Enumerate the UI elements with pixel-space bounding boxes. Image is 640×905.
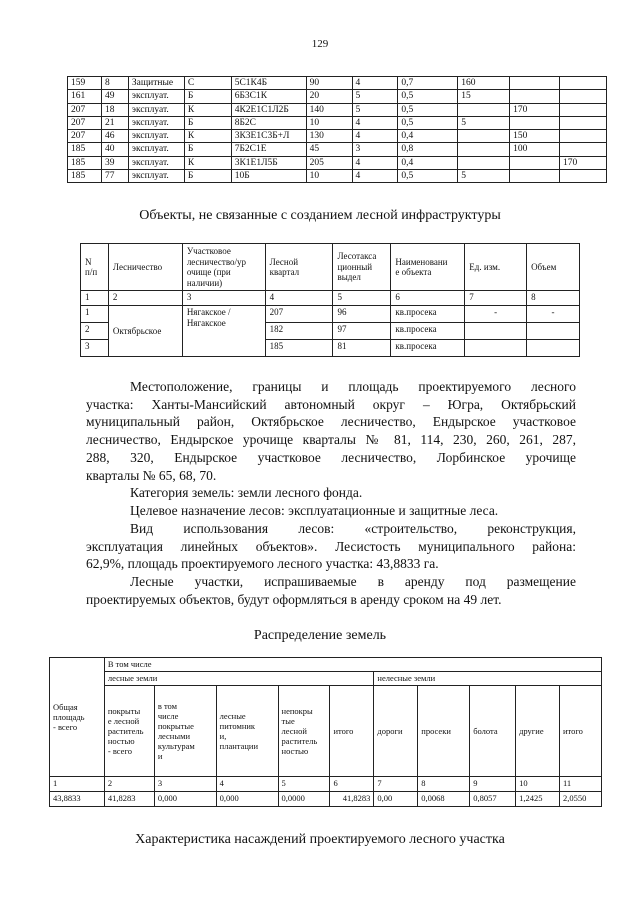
including-header: В том числе — [104, 658, 601, 672]
table-cell — [510, 90, 560, 103]
table-row — [68, 170, 607, 183]
value-cell: 0,000 — [216, 792, 278, 807]
paragraph-line: проектируемых объектов, будут оформляться в аренду сроком на 49 лет. — [86, 591, 502, 607]
table-cell: 0,5 — [398, 170, 458, 183]
table-cell: 170 — [560, 156, 607, 169]
header-cell: непокры тые лесной раститель ностью — [278, 686, 330, 777]
paragraph-line: Вид использования лесов: «строительство, реконструкция, — [130, 521, 576, 536]
table-cell: Б — [184, 116, 231, 129]
table-cell: 140 — [306, 103, 352, 116]
unit-cell — [465, 323, 527, 340]
column-number: 4 — [265, 291, 333, 306]
table-cell — [458, 103, 510, 116]
column-number: 5 — [278, 777, 330, 792]
value-cell: 2,0550 — [559, 792, 601, 807]
header-cell: Участковое лесничество/ур очище (при наличии) — [182, 244, 265, 291]
paragraph-line: Местоположение, границы и площадь проектируемого лесного — [130, 379, 576, 394]
forest-lands-header: лесные земли — [104, 672, 374, 686]
land-category-paragraph — [86, 484, 576, 502]
table-cell: 40 — [101, 143, 128, 156]
table-row — [68, 103, 607, 116]
table-cell: 10 — [306, 170, 352, 183]
table-cell: 185 — [68, 156, 102, 169]
column-number: 1 — [50, 777, 105, 792]
paragraph-line: Целевое назначение лесов: эксплуатационные и защитные леса. — [130, 503, 499, 518]
quarter-cell: 207 — [265, 306, 333, 323]
table-cell: эксплуат. — [128, 156, 184, 169]
table-cell: 0,4 — [398, 130, 458, 143]
value-cell: 0,0068 — [418, 792, 470, 807]
table-cell — [510, 77, 560, 90]
table-cell: 10 — [306, 116, 352, 129]
table-cell: 46 — [101, 130, 128, 143]
table-cell: 4 — [352, 116, 398, 129]
column-number: 11 — [559, 777, 601, 792]
table-cell: К — [184, 130, 231, 143]
paragraph-line: лесничество, Ендырское урочище кварталы № 81, 114, 230, 260, 261, 287, — [86, 432, 576, 448]
row-number: 1 — [81, 306, 109, 323]
total-area-header: Общая площадь - всего — [50, 658, 105, 777]
table-cell: 170 — [510, 103, 560, 116]
table-cell: 5 — [458, 116, 510, 129]
value-cell: 0,0000 — [278, 792, 330, 807]
quarter-cell: 182 — [265, 323, 333, 340]
nonforest-lands-header: нелесные земли — [374, 672, 602, 686]
table-cell: 10Б — [231, 170, 306, 183]
column-number: 9 — [470, 777, 516, 792]
unit-cell: - — [465, 306, 527, 323]
table-cell: 207 — [68, 116, 102, 129]
volume-cell — [527, 340, 580, 357]
table-cell — [560, 77, 607, 90]
column-number: 7 — [374, 777, 418, 792]
paragraph-line: 62,9%, площадь проектируемого лесного участка: 43,8833 га. — [86, 556, 439, 572]
column-number: 8 — [418, 777, 470, 792]
table-cell: К — [184, 103, 231, 116]
table-row — [68, 90, 607, 103]
table-cell: 3К3Е1С3Б+Л — [231, 130, 306, 143]
table-cell: эксплуат. — [128, 130, 184, 143]
table-cell — [560, 130, 607, 143]
table-cell: эксплуат. — [128, 170, 184, 183]
value-cell: 41,8283 — [330, 792, 374, 807]
land-distribution-table — [49, 657, 602, 807]
value-cell: 0,00 — [374, 792, 418, 807]
paragraph-line: кварталы № 65, 68, 70. — [86, 467, 217, 483]
district-cell: Нягакское / Нягакское — [182, 306, 265, 357]
header-cell: Лесной квартал — [265, 244, 333, 291]
column-number: 3 — [154, 777, 216, 792]
table-row — [81, 306, 580, 323]
table-cell: 100 — [510, 143, 560, 156]
table-cell: 0,4 — [398, 156, 458, 169]
table-cell: 4К2Е1С1Л2Б — [231, 103, 306, 116]
column-number: 3 — [182, 291, 265, 306]
table-cell: 6Б3С1К — [231, 90, 306, 103]
table-cell: 159 — [68, 77, 102, 90]
volume-cell: - — [527, 306, 580, 323]
table-cell: 3 — [352, 143, 398, 156]
value-cell: 1,2425 — [516, 792, 560, 807]
object-name-cell: кв.просека — [391, 306, 465, 323]
table-cell: 185 — [68, 170, 102, 183]
quarter-cell: 185 — [265, 340, 333, 357]
table-cell: эксплуат. — [128, 116, 184, 129]
table-row — [68, 156, 607, 169]
characteristics-section-title: Характеристика насаждений проектируемого лесного участка — [135, 832, 505, 847]
column-number: 1 — [81, 291, 109, 306]
table-row — [68, 116, 607, 129]
table-cell: 90 — [306, 77, 352, 90]
table-cell: 5 — [458, 170, 510, 183]
column-number: 7 — [465, 291, 527, 306]
table-cell: 205 — [306, 156, 352, 169]
header-cell: итого — [559, 686, 601, 777]
table-cell — [560, 90, 607, 103]
table-cell: 15 — [458, 90, 510, 103]
table-cell: эксплуат. — [128, 90, 184, 103]
allotment-table — [67, 76, 607, 183]
table-cell: 4 — [352, 77, 398, 90]
paragraph-line: 288, 320, Ендырское участковое лесничество, Лорбинское урочище — [86, 449, 576, 465]
table-cell — [560, 170, 607, 183]
page-number: 129 — [311, 38, 329, 50]
location-paragraph — [86, 378, 576, 484]
table-cell: 8 — [101, 77, 128, 90]
table-cell — [560, 103, 607, 116]
table-row — [68, 130, 607, 143]
table-cell — [510, 170, 560, 183]
table-cell: 5С1К4Б — [231, 77, 306, 90]
table-cell: К — [184, 156, 231, 169]
table-cell — [560, 116, 607, 129]
table-cell: Защитные — [128, 77, 184, 90]
table-cell: 161 — [68, 90, 102, 103]
header-cell: просеки — [418, 686, 470, 777]
forest-usage-paragraph — [86, 520, 576, 573]
table-cell: Б — [184, 90, 231, 103]
table-cell: 7Б2С1Е — [231, 143, 306, 156]
allotment-cell: 97 — [333, 323, 391, 340]
table-cell: 77 — [101, 170, 128, 183]
paragraph-line: Лесные участки, испрашиваемые в аренду под размещение — [130, 574, 576, 589]
forestry-cell: Октябрьское — [108, 306, 182, 357]
table-cell: эксплуат. — [128, 143, 184, 156]
table-cell: 185 — [68, 143, 102, 156]
table-cell: 5 — [352, 90, 398, 103]
table-cell: 21 — [101, 116, 128, 129]
objects-table-header-row — [81, 244, 580, 291]
table-cell: Б — [184, 143, 231, 156]
table-cell — [458, 143, 510, 156]
column-number: 6 — [391, 291, 465, 306]
header-cell: покрыты е лесной раститель ностью - всего — [104, 686, 154, 777]
table-cell: 5 — [352, 103, 398, 116]
objects-table — [80, 243, 580, 357]
column-number: 2 — [108, 291, 182, 306]
row-number: 2 — [81, 323, 109, 340]
distribution-header-row — [50, 686, 602, 777]
allotment-cell: 81 — [333, 340, 391, 357]
table-cell — [510, 156, 560, 169]
objects-section-title: Объекты, не связанные с созданием лесной инфраструктуры — [139, 208, 501, 223]
header-cell: лесные питомник и, плантации — [216, 686, 278, 777]
table-cell: 39 — [101, 156, 128, 169]
table-cell: 160 — [458, 77, 510, 90]
column-number: 6 — [330, 777, 374, 792]
table-row — [68, 77, 607, 90]
table-cell: 0,5 — [398, 103, 458, 116]
table-cell: эксплуат. — [128, 103, 184, 116]
allotment-table-body — [68, 77, 607, 183]
paragraph-line: Категория земель: земли лесного фонда. — [130, 485, 363, 500]
table-cell: 0,8 — [398, 143, 458, 156]
row-number: 3 — [81, 340, 109, 357]
table-row — [68, 143, 607, 156]
table-cell: 207 — [68, 130, 102, 143]
value-cell: 43,8833 — [50, 792, 105, 807]
header-cell: Наименовани е объекта — [391, 244, 465, 291]
table-cell: 49 — [101, 90, 128, 103]
header-cell: Ед. изм. — [465, 244, 527, 291]
header-cell: Лесничество — [108, 244, 182, 291]
header-cell: в том числе покрытые лесными культурам и — [154, 686, 216, 777]
paragraph-line: эксплуатация линейных объектов». Лесистость муниципального района: — [86, 538, 576, 554]
object-name-cell: кв.просека — [391, 340, 465, 357]
table-cell: 20 — [306, 90, 352, 103]
objects-table-number-row — [81, 291, 580, 306]
unit-cell — [465, 340, 527, 357]
table-cell: 4 — [352, 130, 398, 143]
header-cell: Объем — [527, 244, 580, 291]
table-cell — [458, 156, 510, 169]
table-cell: 150 — [510, 130, 560, 143]
forest-purpose-paragraph — [86, 502, 576, 520]
table-cell — [510, 116, 560, 129]
table-cell: 3К1Е1Л5Б — [231, 156, 306, 169]
paragraph-line: участка: Ханты-Мансийский автономный округ – Югра, Октябрьский — [86, 396, 576, 412]
table-cell: 45 — [306, 143, 352, 156]
table-cell — [458, 130, 510, 143]
allotment-cell: 96 — [333, 306, 391, 323]
paragraph-line: муниципальный район, Октябрьское лесничество, Ендырское участковое — [86, 414, 576, 430]
table-cell: 4 — [352, 170, 398, 183]
header-cell: другие — [516, 686, 560, 777]
table-cell: 4 — [352, 156, 398, 169]
table-cell: 207 — [68, 103, 102, 116]
column-number: 2 — [104, 777, 154, 792]
table-cell: 130 — [306, 130, 352, 143]
distribution-header-row — [50, 672, 602, 686]
header-cell: болота — [470, 686, 516, 777]
volume-cell — [527, 323, 580, 340]
column-number: 4 — [216, 777, 278, 792]
value-cell: 0,000 — [154, 792, 216, 807]
value-cell: 0,8057 — [470, 792, 516, 807]
lease-paragraph — [86, 573, 576, 608]
table-cell: 0,7 — [398, 77, 458, 90]
header-cell: N п/п — [81, 244, 109, 291]
column-number: 10 — [516, 777, 560, 792]
value-cell: 41,8283 — [104, 792, 154, 807]
table-cell: С — [184, 77, 231, 90]
table-cell: 18 — [101, 103, 128, 116]
table-cell: 0,5 — [398, 90, 458, 103]
column-number: 5 — [333, 291, 391, 306]
distribution-section-title: Распределение земель — [253, 628, 387, 643]
column-number: 8 — [527, 291, 580, 306]
table-cell: 8Б2С — [231, 116, 306, 129]
distribution-value-row — [50, 792, 602, 807]
table-cell — [560, 143, 607, 156]
object-name-cell: кв.просека — [391, 323, 465, 340]
header-cell: Лесотакса ционный выдел — [333, 244, 391, 291]
distribution-number-row — [50, 777, 602, 792]
table-cell: Б — [184, 170, 231, 183]
header-cell: итого — [330, 686, 374, 777]
table-cell: 0,5 — [398, 116, 458, 129]
distribution-header-row — [50, 658, 602, 672]
header-cell: дороги — [374, 686, 418, 777]
